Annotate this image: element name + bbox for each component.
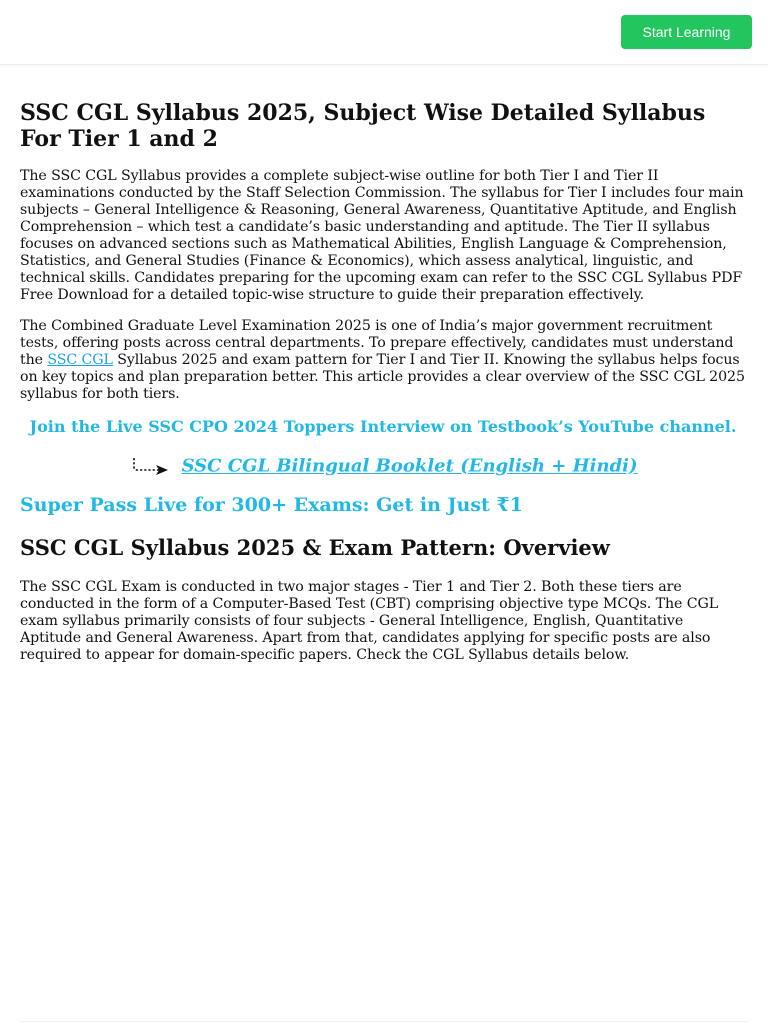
overview-text-before-link: The Combined Graduate Level Examination 2025 is one of India’s major government recruitment tests, offering posts across central departments. To prepare effectively, candidates must understand the	[20, 318, 734, 368]
intro-paragraph: The SSC CGL Syllabus provides a complete subject-wise outline for both Tier I and Tier II examinations conducted by the Staff Selection Commission. The syllabus for Tier I includes four main subjects – General Intelligence & Reasoning, General Awareness, Quantitative Aptitude, and English Comprehension – which test a candidate’s basic understanding and aptitude. The Tier II syllabus focuses on advanced sections such as Mathematical Abilities, English Language & Comprehension, Statistics, and General Studies (Finance & Economics), which assess analytical, linguistic, and technical skills. Candidates preparing for the upcoming exam can refer to the SSC CGL Syllabus PDF Free Download for a detailed topic-wise structure to guide their preparation effectively.	[20, 168, 744, 303]
overview-text-after-link: Syllabus 2025 and exam pattern for Tier I and Tier II. Knowing the syllabus helps focus on key topics and plan preparation better. This article provides a clear overview of the SSC CGL 2025 syllabus for both tiers.	[20, 352, 745, 402]
page-title: SSC CGL Syllabus 2025, Subject Wise Detailed Syllabus For Tier 1 and 2	[20, 100, 706, 152]
booklet-row	[20, 453, 746, 479]
bottom-divider	[20, 1021, 748, 1022]
article-content	[20, 100, 746, 678]
section-heading: SSC CGL Syllabus 2025 & Exam Pattern: Overview	[20, 535, 610, 560]
bilingual-booklet-link[interactable]: SSC CGL Bilingual Booklet (English + Hindi)	[181, 455, 638, 477]
superpass-link[interactable]: Super Pass Live for 300+ Exams: Get in Just ₹1	[20, 494, 523, 516]
youtube-promo-link[interactable]: Join the Live SSC CPO 2024 Toppers Interview on Testbook’s YouTube channel.	[29, 417, 737, 436]
overview-paragraph	[20, 318, 746, 403]
dotted-curved-arrow-icon	[128, 456, 172, 478]
start-learning-button[interactable]: Start Learning	[621, 15, 752, 49]
section-paragraph: The SSC CGL Exam is conducted in two major stages - Tier 1 and Tier 2. Both these tiers are conducted in the form of a Computer-Based Test (CBT) comprising objective type MCQs. The CGL exam syllabus primarily consists of four subjects - General Intelligence, English, Quantitative Aptitude and General Awareness. Apart from that, candidates applying for specific posts are also required to appear for domain-specific papers. Check the CGL Syllabus details below.	[20, 579, 719, 663]
ssc-cgl-link[interactable]: SSC CGL	[47, 352, 113, 368]
top-header	[0, 0, 768, 65]
